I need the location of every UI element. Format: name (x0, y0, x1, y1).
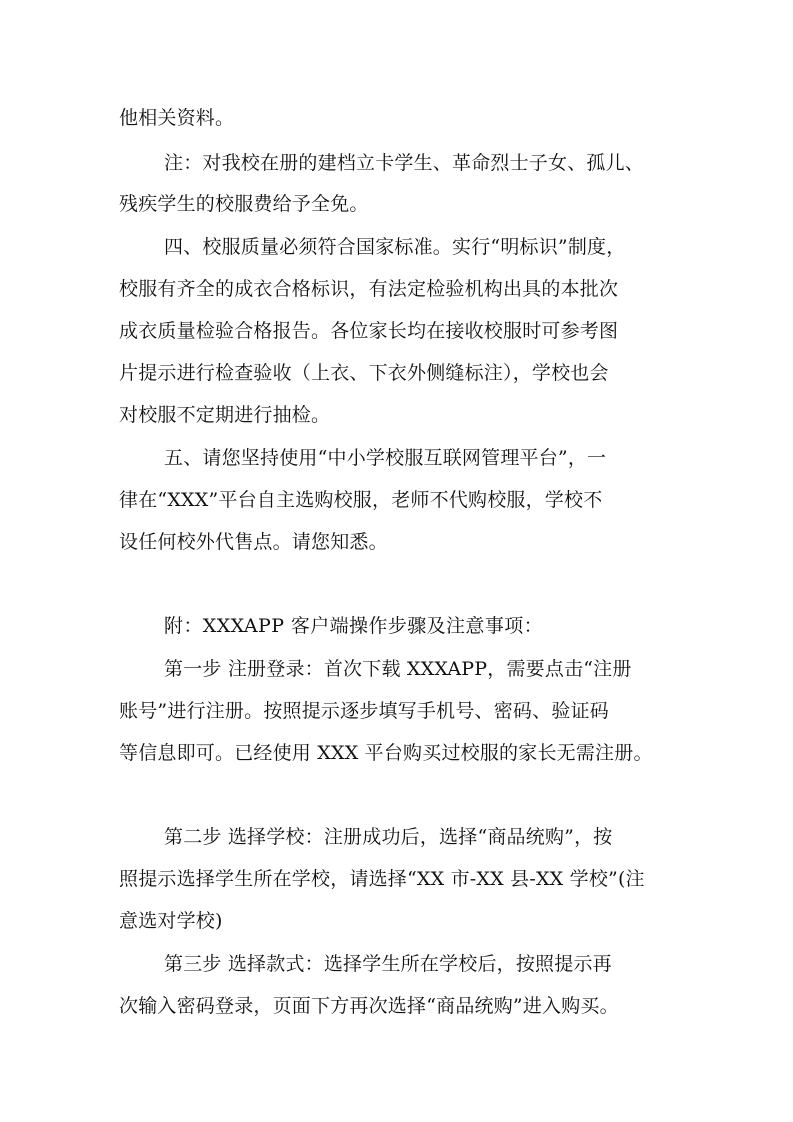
paragraph-line: 第三步 选择款式：选择学生所在学校后，按照提示再 (164, 953, 612, 975)
paragraph-line: 片提示进行检查验收（上衣、下衣外侧缝标注），学校也会 (119, 362, 609, 384)
paragraph-line: 四、校服质量必须符合国家标准。实行“明标识”制度， (164, 236, 626, 258)
paragraph-line: 次输入密码登录，页面下方再次选择“商品统购”进入购买。 (119, 995, 619, 1017)
paragraph-line: 他相关资料。 (119, 107, 235, 129)
paragraph-line: 五、请您坚持使用“中小学校服互联网管理平台”，一 (164, 447, 607, 469)
paragraph-line: 残疾学生的校服费给予全免。 (119, 193, 369, 215)
paragraph-line: 账号”进行注册。按照提示逐步填写手机号、密码、验证码 (119, 700, 609, 722)
paragraph-line: 注：对我校在册的建档立卡学生、革命烈士子女、孤儿、 (164, 152, 645, 174)
paragraph-line: 对校服不定期进行抽检。 (119, 404, 331, 426)
paragraph-line: 成衣质量检验合格报告。各位家长均在接收校服时可参考图 (119, 320, 619, 342)
paragraph-line: 第二步 选择学校：注册成功后，选择“商品统购”，按 (164, 826, 613, 848)
appendix-heading (164, 606, 543, 646)
appendix-heading-text: 附：XXXAPP 客户端操作步骤及注意事项： (164, 615, 544, 637)
paragraph-line: 照提示选择学生所在学校，请选择“XX 市-XX 县-XX 学校”(注 (119, 868, 645, 890)
paragraph-line: 律在“XXX”平台自主选购校服，老师不代购校服，学校不 (119, 489, 603, 511)
paragraph-line: 设任何校外代售点。请您知悉。 (119, 531, 388, 553)
paragraph-line: 意选对学校) (119, 910, 223, 932)
paragraph-line: 校服有齐全的成衣合格标识，有法定检验机构出具的本批次 (119, 278, 619, 300)
paragraph-line: 等信息即可。已经使用 XXX 平台购买过校服的家长无需注册。 (119, 742, 653, 764)
paragraph-line: 第一步 注册登录：首次下载 XXXAPP，需要点击“注册 (164, 658, 632, 680)
